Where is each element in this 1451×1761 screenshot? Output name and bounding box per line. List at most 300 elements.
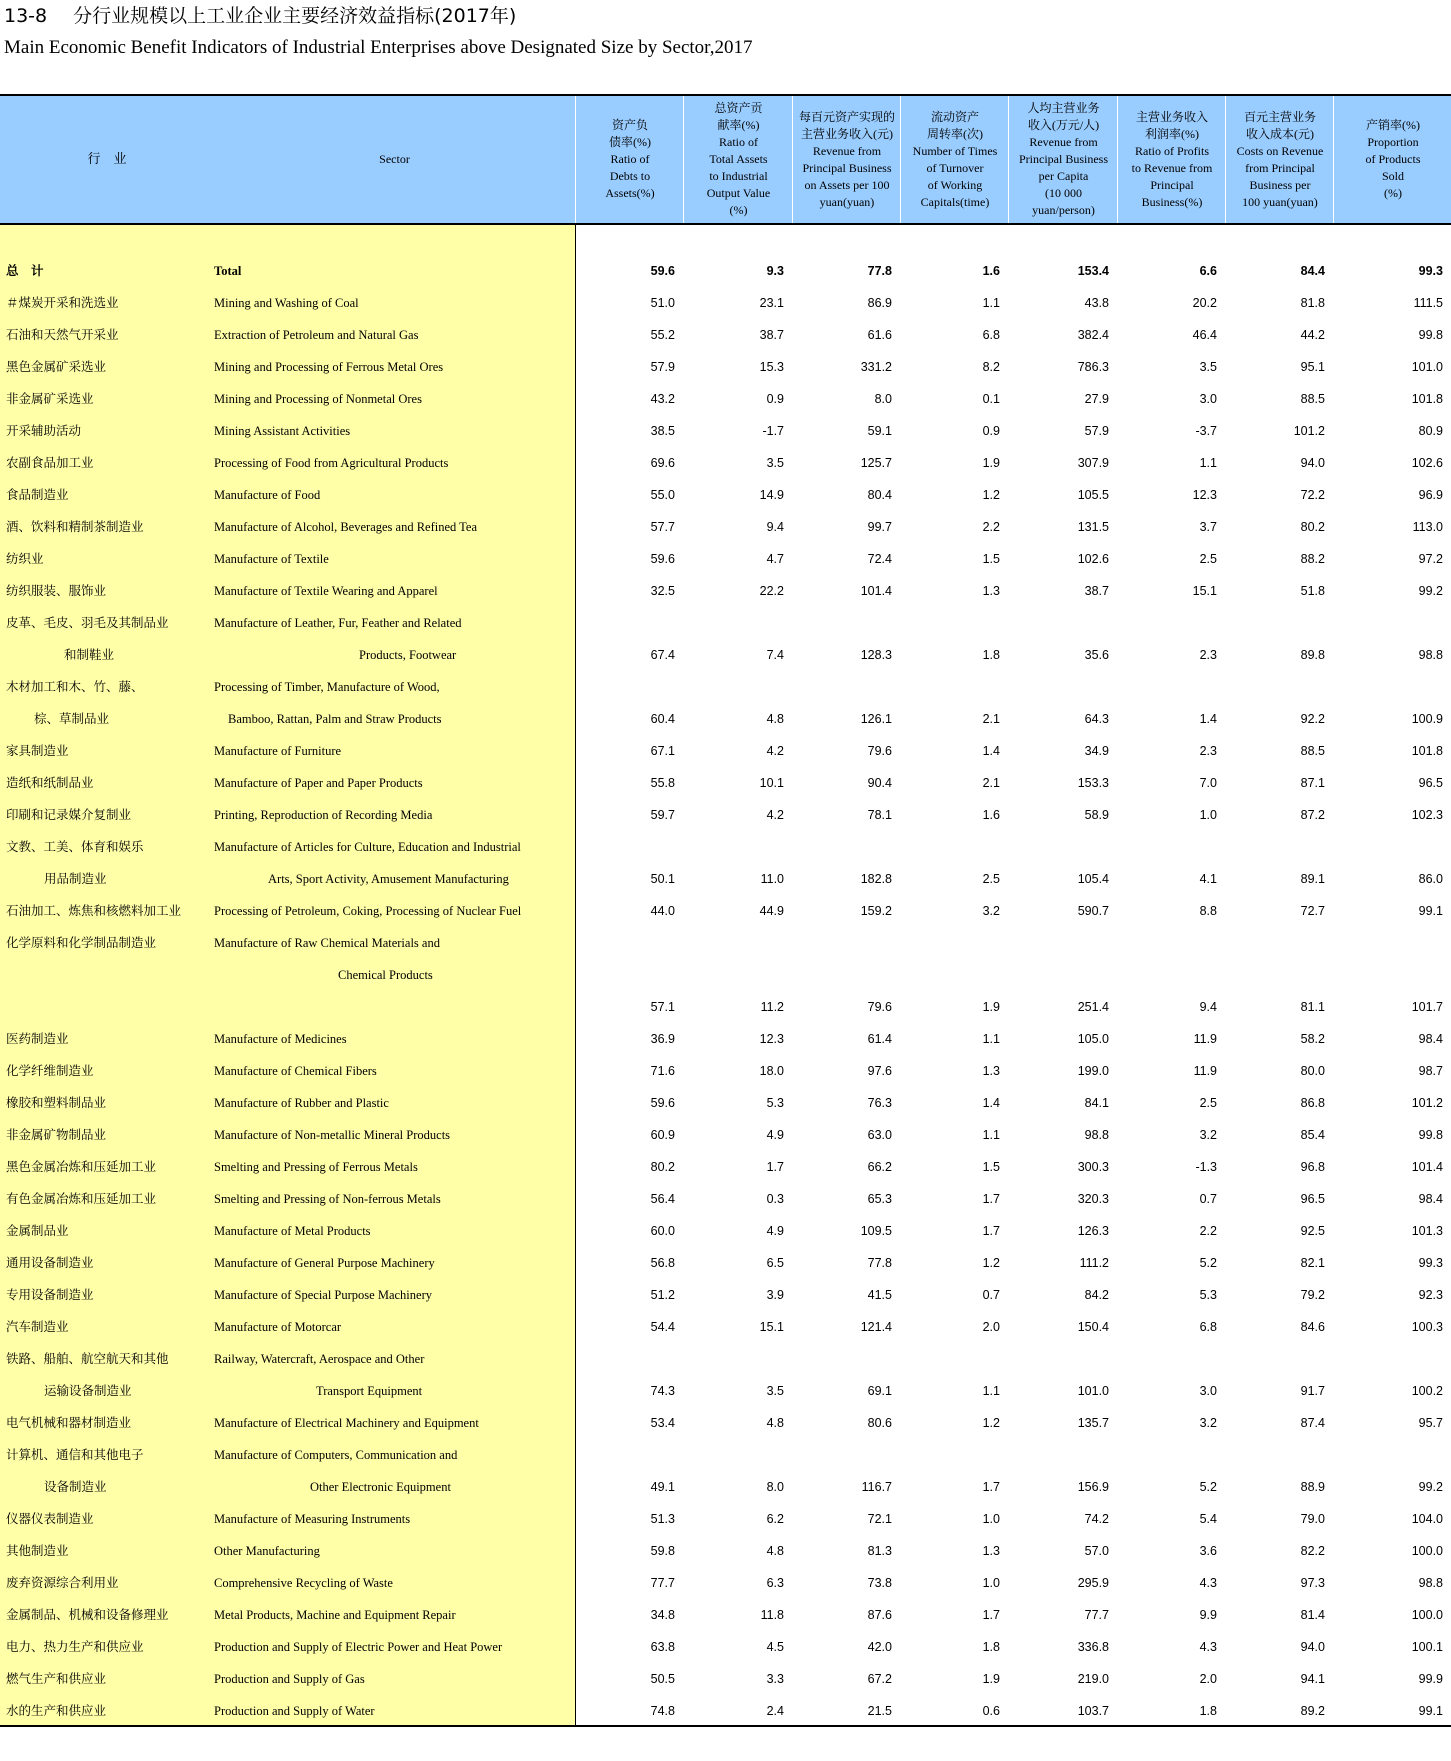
value-cell: 96.5 [1300, 1192, 1325, 1206]
sector-cn: 皮革、毛皮、羽毛及其制品业 [6, 615, 169, 630]
sector-en: Products, Footwear [359, 648, 457, 662]
value-cell: 131.5 [1077, 520, 1109, 534]
value-cell: 18.0 [759, 1064, 784, 1078]
sector-cn: 水的生产和供应业 [6, 1703, 107, 1718]
table-row [0, 1311, 1451, 1343]
value-cell: 54.4 [650, 1320, 675, 1334]
value-cell: 320.3 [1077, 1192, 1109, 1206]
sector-cn: 黑色金属矿采选业 [6, 359, 107, 374]
value-cell: 23.1 [759, 296, 784, 310]
table-row [0, 735, 1451, 767]
value-cell: 20.2 [1192, 296, 1217, 310]
value-cell: 4.8 [766, 712, 784, 726]
table-row [0, 895, 1451, 927]
header-col-label: 产销率(%) Proportion of Products Sold (%) [1365, 118, 1421, 200]
value-cell: 4.5 [766, 1640, 784, 1654]
value-cell: 57.1 [650, 1000, 675, 1014]
value-cell: 22.2 [759, 584, 784, 598]
value-cell: 88.5 [1300, 392, 1325, 406]
value-cell: 81.8 [1300, 296, 1325, 310]
sector-en: Manufacture of Articles for Culture, Education and Industrial [214, 840, 521, 854]
table-row [0, 991, 1451, 1023]
table-row [0, 1503, 1451, 1535]
value-cell: 51.8 [1300, 584, 1325, 598]
value-cell: 92.3 [1418, 1288, 1443, 1302]
sector-en: Arts, Sport Activity, Amusement Manufacturing [268, 872, 509, 886]
value-cell: 7.0 [1199, 776, 1217, 790]
value-cell: 4.3 [1199, 1576, 1217, 1590]
value-cell: 11.9 [1193, 1032, 1217, 1046]
value-cell: 63.8 [650, 1640, 675, 1654]
value-cell: 85.4 [1300, 1128, 1325, 1142]
sector-cn: 计算机、通信和其他电子 [6, 1447, 144, 1462]
value-cell: 3.0 [1199, 392, 1217, 406]
value-cell: 86.0 [1418, 872, 1443, 886]
value-cell: 100.0 [1411, 1544, 1443, 1558]
table-row [0, 287, 1451, 319]
value-cell: 0.9 [766, 392, 784, 406]
value-cell: 0.7 [982, 1288, 1000, 1302]
value-cell: 81.4 [1300, 1608, 1325, 1622]
value-cell: 60.4 [650, 712, 675, 726]
value-cell: 84.4 [1300, 264, 1325, 278]
value-cell: 43.2 [650, 392, 675, 406]
value-cell: 94.1 [1300, 1672, 1325, 1686]
value-cell: 99.7 [867, 520, 892, 534]
value-cell: 1.0 [1199, 808, 1217, 822]
value-cell: 6.8 [982, 328, 1000, 342]
table-row [0, 927, 1451, 959]
value-cell: 57.0 [1084, 1544, 1109, 1558]
table-row [0, 1151, 1451, 1183]
value-cell: 101.4 [860, 584, 892, 598]
value-cell: 79.6 [867, 1000, 892, 1014]
value-cell: 72.7 [1300, 904, 1325, 918]
header-sector-en-label: Sector [379, 152, 410, 166]
value-cell: 9.4 [1199, 1000, 1217, 1014]
value-cell: 1.4 [982, 1096, 1000, 1110]
value-cell: 102.3 [1411, 808, 1443, 822]
value-cell: 9.3 [766, 264, 784, 278]
value-cell: 94.0 [1300, 456, 1325, 470]
table-row [0, 671, 1451, 703]
table-header [0, 96, 1451, 223]
value-cell: 3.6 [1199, 1544, 1217, 1558]
table-row [0, 1247, 1451, 1279]
value-cell: 74.2 [1084, 1512, 1109, 1526]
value-cell: 35.6 [1084, 648, 1109, 662]
value-cell: 32.5 [650, 584, 675, 598]
sector-cn: 橡胶和塑料制品业 [6, 1095, 107, 1110]
value-cell: 64.3 [1084, 712, 1109, 726]
sector-en: Transport Equipment [316, 1384, 423, 1398]
header-col-6 [1117, 96, 1226, 223]
value-cell: 103.7 [1077, 1704, 1109, 1718]
value-cell: 67.1 [650, 744, 675, 758]
value-cell: 65.3 [867, 1192, 892, 1206]
header-col-7 [1225, 96, 1334, 223]
table-row [0, 1183, 1451, 1215]
value-cell: 4.2 [766, 808, 784, 822]
header-col-5 [1008, 96, 1118, 223]
value-cell: 6.2 [766, 1512, 784, 1526]
value-cell: 111.5 [1413, 296, 1443, 310]
value-cell: 5.4 [1199, 1512, 1217, 1526]
value-cell: 98.8 [1418, 648, 1443, 662]
sector-en: Manufacture of Textile Wearing and Apparel [214, 584, 438, 598]
table-row [0, 863, 1451, 895]
sector-cn: 纺织业 [6, 551, 44, 566]
value-cell: 82.2 [1300, 1544, 1325, 1558]
value-cell: 99.3 [1418, 264, 1443, 278]
value-cell: 12.3 [1192, 488, 1217, 502]
value-cell: 55.2 [650, 328, 675, 342]
value-cell: 92.2 [1300, 712, 1325, 726]
value-cell: 11.2 [760, 1000, 784, 1014]
sector-en: Manufacture of Alcohol, Beverages and Refined Tea [214, 520, 478, 534]
table-row [0, 479, 1451, 511]
header-col-label: 每百元资产实现的 主营业务收入(元) Revenue from Principal Business on Assets per 100 yuan(yuan) [798, 109, 895, 209]
table-row [0, 1599, 1451, 1631]
value-cell: 8.8 [1199, 904, 1217, 918]
value-cell: 101.4 [1411, 1160, 1443, 1174]
value-cell: 0.3 [766, 1192, 784, 1206]
value-cell: 1.3 [982, 1544, 1000, 1558]
sector-en: Manufacture of Leather, Fur, Feather and Related [214, 616, 462, 630]
value-cell: 2.0 [982, 1320, 1000, 1334]
value-cell: 98.4 [1418, 1032, 1443, 1046]
sector-cn: 专用设备制造业 [6, 1287, 94, 1302]
sector-en: Smelting and Pressing of Ferrous Metals [214, 1160, 418, 1174]
value-cell: 80.4 [867, 488, 892, 502]
value-cell: 81.3 [867, 1544, 892, 1558]
value-cell: 89.2 [1300, 1704, 1325, 1718]
value-cell: 87.1 [1300, 776, 1325, 790]
value-cell: 74.8 [650, 1704, 675, 1718]
value-cell: 88.2 [1300, 552, 1325, 566]
value-cell: 2.5 [982, 872, 1000, 886]
value-cell: 98.7 [1418, 1064, 1443, 1078]
value-cell: 1.1 [1199, 456, 1217, 470]
value-cell: 42.0 [867, 1640, 892, 1654]
value-cell: 56.8 [650, 1256, 675, 1270]
value-cell: 2.1 [982, 776, 1000, 790]
sector-cn: 纺织服装、服饰业 [6, 583, 107, 598]
value-cell: 9.4 [766, 520, 784, 534]
sector-cn: 金属制品、机械和设备修理业 [6, 1607, 169, 1622]
value-cell: 4.3 [1199, 1640, 1217, 1654]
value-cell: 63.0 [867, 1128, 892, 1142]
value-cell: 6.3 [766, 1576, 784, 1590]
value-cell: 182.8 [860, 872, 892, 886]
sector-cn: 印刷和记录媒介复制业 [6, 807, 132, 822]
value-cell: 38.5 [650, 424, 675, 438]
value-cell: 95.7 [1418, 1416, 1443, 1430]
value-cell: 99.1 [1418, 904, 1443, 918]
table-row [0, 575, 1451, 607]
value-cell: 2.0 [1199, 1672, 1217, 1686]
value-cell: 126.3 [1077, 1224, 1109, 1238]
value-cell: 5.2 [1199, 1480, 1217, 1494]
sector-cn: 燃气生产和供应业 [6, 1671, 107, 1686]
value-cell: 98.8 [1084, 1128, 1109, 1142]
sector-cn: 汽车制造业 [6, 1319, 69, 1334]
header-col-label: 流动资产 周转率(次) Number of Times of Turnover of Working Capitals(time) [912, 109, 998, 209]
sector-cn: 金属制品业 [6, 1223, 69, 1238]
value-cell: 3.3 [766, 1672, 784, 1686]
sector-en: Manufacture of Special Purpose Machinery [214, 1288, 432, 1302]
value-cell: 88.5 [1300, 744, 1325, 758]
value-cell: 72.1 [867, 1512, 892, 1526]
value-cell: 58.2 [1300, 1032, 1325, 1046]
value-cell: 46.4 [1192, 328, 1217, 342]
header-col-label: 资产负 债率(%) Ratio of Debts to Assets(%) [605, 118, 655, 200]
header-col-1 [575, 96, 684, 223]
sector-en: Printing, Reproduction of Recording Media [214, 808, 433, 822]
sector-en: Railway, Watercraft, Aerospace and Other [214, 1352, 425, 1366]
value-cell: 2.3 [1199, 744, 1217, 758]
sector-cn: 石油和天然气开采业 [6, 327, 119, 342]
value-cell: 59.7 [650, 808, 675, 822]
value-cell: 1.6 [982, 808, 1000, 822]
table-row [0, 1567, 1451, 1599]
sector-cn: 医药制造业 [6, 1031, 69, 1046]
value-cell: 87.6 [867, 1608, 892, 1622]
sector-en: Production and Supply of Gas [214, 1672, 365, 1686]
table-row [0, 799, 1451, 831]
sector-cn: 化学原料和化学制品制造业 [6, 935, 157, 950]
header-sector-en [214, 96, 575, 223]
value-cell: 58.9 [1084, 808, 1109, 822]
value-cell: 2.2 [1199, 1224, 1217, 1238]
value-cell: 55.8 [650, 776, 675, 790]
table-row [0, 319, 1451, 351]
value-cell: 295.9 [1077, 1576, 1109, 1590]
value-cell: 59.6 [650, 1096, 675, 1110]
value-cell: 3.5 [766, 456, 784, 470]
value-cell: 94.0 [1300, 1640, 1325, 1654]
value-cell: 96.8 [1300, 1160, 1325, 1174]
value-cell: 57.9 [650, 360, 675, 374]
value-cell: 156.9 [1077, 1480, 1109, 1494]
value-cell: 90.4 [867, 776, 892, 790]
table-row [0, 767, 1451, 799]
value-cell: 38.7 [1084, 584, 1109, 598]
value-cell: 59.6 [650, 552, 675, 566]
value-cell: 101.8 [1411, 392, 1443, 406]
value-cell: 97.3 [1300, 1576, 1325, 1590]
value-cell: 99.2 [1418, 1480, 1443, 1494]
value-cell: 4.2 [766, 744, 784, 758]
table-row [0, 1631, 1451, 1663]
value-cell: 77.7 [1084, 1608, 1109, 1622]
value-cell: 56.4 [650, 1192, 675, 1206]
table-row [0, 383, 1451, 415]
table-row [0, 1407, 1451, 1439]
header-sector-cn-label: 行 业 [87, 152, 127, 167]
sector-cn: 非金属矿物制品业 [6, 1127, 107, 1142]
value-cell: 3.5 [1199, 360, 1217, 374]
value-cell: 41.5 [867, 1288, 892, 1302]
value-cell: 1.8 [982, 1640, 1000, 1654]
value-cell: 87.4 [1300, 1416, 1325, 1430]
value-cell: 1.7 [766, 1160, 784, 1174]
value-cell: 1.9 [982, 456, 1000, 470]
table-title-en: Main Economic Benefit Indicators of Industrial Enterprises above Designated Size by Sector,2017 [4, 37, 753, 58]
value-cell: 331.2 [860, 360, 892, 374]
value-cell: 57.7 [650, 520, 675, 534]
value-cell: 96.5 [1418, 776, 1443, 790]
value-cell: 5.3 [766, 1096, 784, 1110]
table-row [0, 351, 1451, 383]
value-cell: 125.7 [860, 456, 892, 470]
value-cell: 4.9 [766, 1224, 784, 1238]
sector-en: Mining and Processing of Ferrous Metal Ores [214, 360, 444, 374]
value-cell: 1.3 [982, 584, 1000, 598]
value-cell: 101.2 [1411, 1096, 1443, 1110]
table-row [0, 1695, 1451, 1727]
table-row [0, 607, 1451, 639]
value-cell: 79.6 [867, 744, 892, 758]
value-cell: 12.3 [759, 1032, 784, 1046]
value-cell: 61.6 [867, 328, 892, 342]
value-cell: 71.6 [650, 1064, 675, 1078]
value-cell: 105.4 [1077, 872, 1109, 886]
table-row [0, 1119, 1451, 1151]
table-title-cn [4, 4, 516, 28]
sector-cn: 家具制造业 [6, 743, 69, 758]
value-cell: 72.4 [867, 552, 892, 566]
value-cell: 3.2 [982, 904, 1000, 918]
value-cell: 1.8 [1199, 1704, 1217, 1718]
value-cell: 59.1 [867, 424, 892, 438]
value-cell: 99.2 [1418, 584, 1443, 598]
table-row [0, 1087, 1451, 1119]
value-cell: 57.9 [1084, 424, 1109, 438]
sector-en: Manufacture of Food [214, 488, 321, 502]
value-cell: 11.0 [760, 872, 784, 886]
value-cell: 9.9 [1199, 1608, 1217, 1622]
value-cell: 1.4 [1199, 712, 1217, 726]
table-row [0, 1279, 1451, 1311]
value-cell: 101.0 [1077, 1384, 1109, 1398]
value-cell: 44.0 [650, 904, 675, 918]
value-cell: 0.7 [1199, 1192, 1217, 1206]
sector-en: Manufacture of Metal Products [214, 1224, 371, 1238]
value-cell: 5.3 [1199, 1288, 1217, 1302]
header-sector-cn [0, 96, 214, 223]
value-cell: 10.1 [759, 776, 784, 790]
sector-en: Manufacture of Non-metallic Mineral Products [214, 1128, 451, 1142]
value-cell: 84.6 [1300, 1320, 1325, 1334]
value-cell: 81.1 [1300, 1000, 1325, 1014]
sector-cn: 仪器仪表制造业 [6, 1511, 94, 1526]
value-cell: 135.7 [1077, 1416, 1109, 1430]
table-row [0, 447, 1451, 479]
value-cell: 89.1 [1300, 872, 1325, 886]
value-cell: 73.8 [867, 1576, 892, 1590]
value-cell: 96.9 [1418, 488, 1443, 502]
sector-cn: 化学纤维制造业 [6, 1063, 94, 1078]
sector-cn: 废弃资源综合利用业 [6, 1575, 119, 1590]
value-cell: 78.1 [867, 808, 892, 822]
value-cell: 1.1 [982, 1128, 1000, 1142]
sector-cn: 和制鞋业 [64, 647, 115, 662]
value-cell: 82.1 [1300, 1256, 1325, 1270]
value-cell: 3.2 [1199, 1128, 1217, 1142]
value-cell: 88.9 [1300, 1480, 1325, 1494]
value-cell: 100.1 [1411, 1640, 1443, 1654]
sector-cn: 铁路、船舶、航空航天和其他 [6, 1351, 169, 1366]
value-cell: 3.9 [766, 1288, 784, 1302]
value-cell: 99.1 [1418, 1704, 1443, 1718]
sector-en: Processing of Timber, Manufacture of Wood, [214, 680, 440, 694]
value-cell: 3.7 [1199, 520, 1217, 534]
value-cell: 786.3 [1077, 360, 1109, 374]
value-cell: 121.4 [860, 1320, 892, 1334]
value-cell: 15.1 [759, 1320, 784, 1334]
sector-en: Bamboo, Rattan, Palm and Straw Products [228, 712, 442, 726]
value-cell: 1.7 [982, 1224, 1000, 1238]
sector-cn: 木材加工和木、竹、藤、 [6, 679, 144, 694]
value-cell: 76.3 [867, 1096, 892, 1110]
sector-cn: 造纸和纸制品业 [6, 775, 94, 790]
value-cell: 4.7 [766, 552, 784, 566]
table-number: 13-8 [4, 5, 48, 27]
sector-cn: 通用设备制造业 [6, 1255, 94, 1270]
value-cell: 66.2 [867, 1160, 892, 1174]
value-cell: 14.9 [759, 488, 784, 502]
value-cell: 97.2 [1418, 552, 1443, 566]
value-cell: 21.5 [867, 1704, 892, 1718]
value-cell: 100.3 [1411, 1320, 1443, 1334]
value-cell: 1.9 [982, 1672, 1000, 1686]
value-cell: 51.2 [650, 1288, 675, 1302]
sector-en: Mining and Washing of Coal [214, 296, 359, 310]
sector-en: Manufacture of Paper and Paper Products [214, 776, 423, 790]
sector-en: Other Manufacturing [214, 1544, 320, 1558]
value-cell: 336.8 [1077, 1640, 1109, 1654]
value-cell: 1.5 [982, 552, 1000, 566]
value-cell: 6.5 [766, 1256, 784, 1270]
value-cell: 34.9 [1084, 744, 1109, 758]
sector-en: Mining and Processing of Nonmetal Ores [214, 392, 422, 406]
value-cell: 300.3 [1077, 1160, 1109, 1174]
value-cell: 89.8 [1300, 648, 1325, 662]
value-cell: 1.7 [982, 1608, 1000, 1622]
value-cell: 67.2 [867, 1672, 892, 1686]
value-cell: 51.3 [650, 1512, 675, 1526]
table-row [0, 255, 1451, 287]
value-cell: 1.1 [982, 1384, 1000, 1398]
value-cell: 77.8 [867, 264, 892, 278]
value-cell: 34.8 [650, 1608, 675, 1622]
sector-cn: 黑色金属冶炼和压延加工业 [6, 1159, 157, 1174]
value-cell: 7.4 [766, 648, 784, 662]
value-cell: 2.4 [766, 1704, 784, 1718]
value-cell: 99.3 [1418, 1256, 1443, 1270]
table-row [0, 1215, 1451, 1247]
value-cell: 1.4 [982, 744, 1000, 758]
value-cell: 101.0 [1411, 360, 1443, 374]
value-cell: 51.0 [650, 296, 675, 310]
value-cell: 8.0 [874, 392, 892, 406]
table-row [0, 703, 1451, 735]
value-cell: 4.8 [766, 1544, 784, 1558]
value-cell: 101.8 [1411, 744, 1443, 758]
sector-en: Manufacture of Computers, Communication and [214, 1448, 458, 1462]
value-cell: 15.1 [1192, 584, 1217, 598]
